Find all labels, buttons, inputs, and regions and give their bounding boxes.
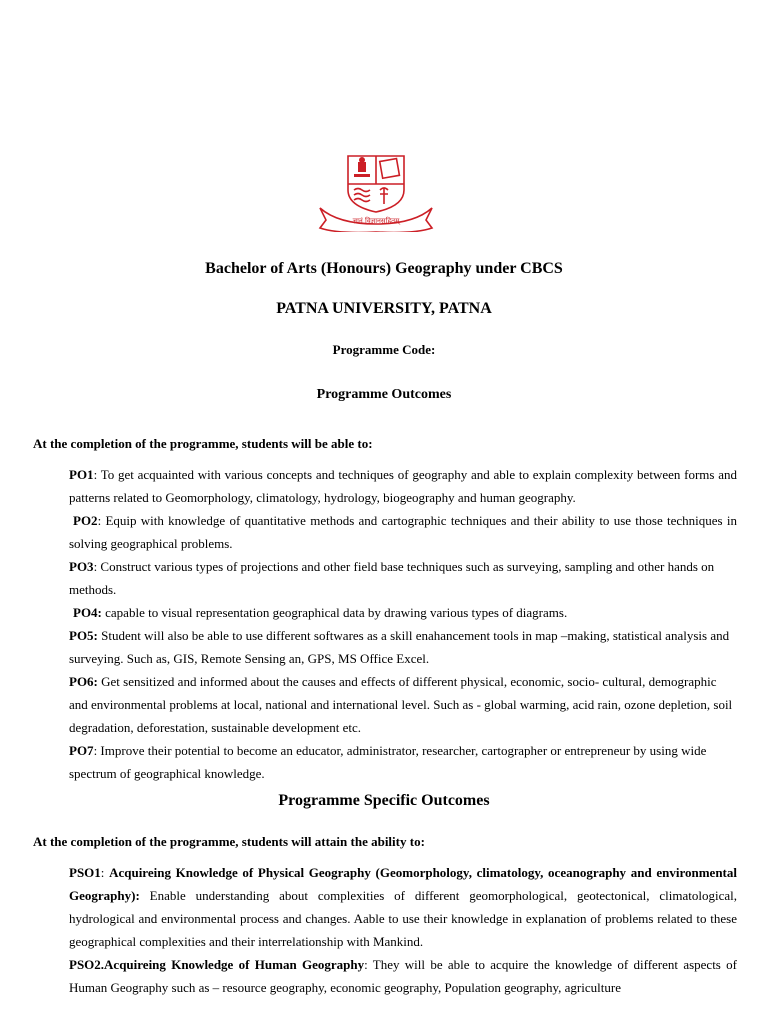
university-crest-icon (318, 150, 434, 232)
list-item: PO1: To get acquainted with various concepts and techniques of geography and able to explain complexity between forms and patterns related to Geomorphology, climatology, hydrology, biogeography and human geography. (69, 467, 737, 505)
list-item: PO6: Get sensitized and informed about the causes and effects of different physical, economic, socio- cultural, demographic and environmental problems at local, national and international level. Such as - global warming, acid rain, ozone depletion, soil degradation, deforestation, sustainable development etc. (69, 674, 733, 735)
list-item: PO3: Construct various types of projections and other field base techniques such as surveying, sampling and other hands on methods. (69, 559, 715, 597)
list-item: PO4: capable to visual representation geographical data by drawing various types of diagrams. (73, 605, 568, 620)
list-item: PO7: Improve their potential to become an educator, administrator, researcher, cartographer or entrepreneur by using wide spectrum of geographical knowledge. (69, 743, 707, 781)
university-name: PATNA UNIVERSITY, PATNA (276, 300, 492, 317)
list-item: PO5: Student will also be able to use different softwares as a skill enahancement tools in map –making, statistical analysis and surveying. Such as, GIS, Remote Sensing an, GPS, MS Office Excel. (69, 628, 730, 666)
programme-outcomes-heading: Programme Outcomes (316, 387, 452, 402)
outcomes-intro: At the completion of the programme, students will be able to: (33, 436, 373, 451)
list-item: PO2: Equip with knowledge of quantitative methods and cartographic techniques and their ability to use those techniques in solving geographical problems. (69, 513, 737, 551)
programme-specific-outcomes-heading: Programme Specific Outcomes (278, 792, 490, 809)
specific-outcomes-list (69, 861, 737, 999)
list-item: PSO2.Acquireing Knowledge of Human Geography: They will be able to acquire the knowledge of different aspects of Human Geography such as – resource geography, economic geography, Population geography, agriculture (69, 957, 737, 995)
specific-outcomes-intro: At the completion of the programme, students will attain the ability to: (33, 834, 425, 849)
document-title: Bachelor of Arts (Honours) Geography under CBCS (205, 260, 563, 277)
programme-code: Programme Code: (332, 342, 436, 357)
outcomes-list (69, 463, 737, 785)
svg-text:ज्ञानं विज्ञानसहितम्: ज्ञानं विज्ञानसहितम् (352, 217, 400, 225)
list-item: PSO1: Acquireing Knowledge of Physical Geography (Geomorphology, climatology, oceanography and environmental Geography): Enable understanding about complexities of different geomorphological, geotectonical, climatological, hydrological and environmental process and changes. Aable to use their knowledge in explanation of problems related to these geographical complexities and their interrelationship with Mankind. (69, 865, 737, 949)
